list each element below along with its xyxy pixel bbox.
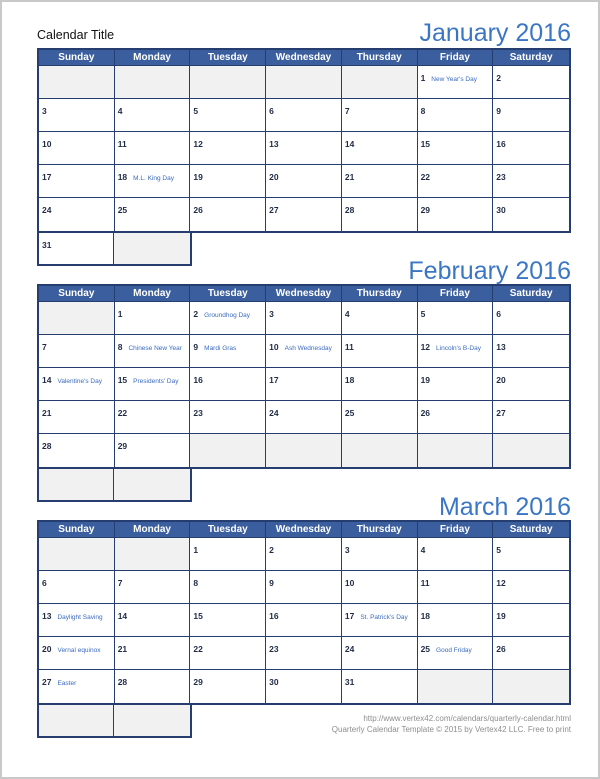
week-row <box>39 538 569 571</box>
day-cell <box>418 198 494 231</box>
day-number: 3 <box>344 545 350 555</box>
empty-cell <box>266 66 342 99</box>
week-row <box>39 99 569 132</box>
day-cell <box>190 368 266 401</box>
day-number: 5 <box>496 545 502 555</box>
footer-copyright: Quarterly Calendar Template © 2015 by Vertex42 LLC. Free to print <box>331 724 571 734</box>
day-number: 30 <box>496 205 506 215</box>
day-number: 22 <box>193 644 203 654</box>
day-cell <box>418 335 494 368</box>
holiday-label: Vernal equinox <box>57 647 101 654</box>
day-number: 19 <box>496 611 506 621</box>
empty-cell <box>114 705 191 738</box>
holiday-label: St. Patrick's Day <box>360 614 408 621</box>
day-number: 20 <box>269 172 279 182</box>
day-number: 29 <box>117 441 128 451</box>
day-number: 17 <box>269 375 279 385</box>
day-cell <box>493 335 569 368</box>
empty-cell <box>39 538 115 571</box>
day-cell <box>342 132 418 165</box>
day-cell <box>190 637 266 670</box>
day-cell <box>342 571 418 604</box>
holiday-label: Groundhog Day <box>204 312 251 319</box>
day-cell <box>115 571 191 604</box>
weekday-header-thursday: Thursday <box>342 522 418 537</box>
weekday-header-tuesday: Tuesday <box>190 50 266 65</box>
day-cell <box>493 165 569 198</box>
week-row <box>39 571 569 604</box>
week-row <box>39 670 569 703</box>
holiday-label: M.L. King Day <box>133 175 174 182</box>
day-cell <box>493 198 569 231</box>
holiday-label: New Year's Day <box>431 76 477 83</box>
day-number: 12 <box>496 578 506 588</box>
day-cell <box>493 132 569 165</box>
day-cell <box>266 571 342 604</box>
empty-cell <box>493 670 569 703</box>
day-cell <box>493 571 569 604</box>
day-cell <box>39 637 115 670</box>
day-number: 13 <box>269 139 279 149</box>
weekday-header-wednesday: Wednesday <box>266 50 342 65</box>
day-number: 26 <box>420 408 431 418</box>
week-row <box>39 335 569 368</box>
calendar-grid-january <box>37 48 571 233</box>
day-cell <box>342 637 418 670</box>
day-number: 9 <box>193 342 199 352</box>
day-cell <box>39 401 115 434</box>
holiday-label: Valentine's Day <box>57 378 102 385</box>
day-cell <box>493 66 569 99</box>
holiday-label: Easter <box>57 680 77 687</box>
day-cell <box>39 434 115 467</box>
day-cell <box>342 401 418 434</box>
day-cell <box>190 670 266 703</box>
day-number: 2 <box>269 545 274 555</box>
day-number: 17 <box>42 172 52 182</box>
day-cell <box>418 302 494 335</box>
day-cell <box>418 165 494 198</box>
day-number: 10 <box>344 578 355 588</box>
week-row <box>39 198 569 231</box>
day-cell <box>493 302 569 335</box>
day-number: 30 <box>269 677 279 687</box>
day-cell <box>115 368 191 401</box>
day-number: 6 <box>269 106 274 116</box>
day-number: 2 <box>193 309 199 319</box>
week-row <box>39 132 569 165</box>
day-number: 26 <box>496 644 506 654</box>
day-number: 10 <box>269 342 279 352</box>
day-number: 8 <box>193 578 199 588</box>
day-number: 13 <box>496 342 506 352</box>
day-cell <box>266 637 342 670</box>
day-cell <box>342 165 418 198</box>
weekday-header-wednesday: Wednesday <box>266 286 342 301</box>
weekday-header-friday: Friday <box>418 286 494 301</box>
day-cell <box>342 368 418 401</box>
day-cell <box>342 538 418 571</box>
weekday-header-tuesday: Tuesday <box>190 286 266 301</box>
day-number: 12 <box>193 139 203 149</box>
day-number: 28 <box>117 677 128 687</box>
day-cell <box>115 401 191 434</box>
day-number: 18 <box>344 375 355 385</box>
empty-cell <box>39 66 115 99</box>
day-number: 8 <box>420 106 426 116</box>
day-number: 20 <box>496 375 506 385</box>
weekday-header-friday: Friday <box>418 50 494 65</box>
day-cell <box>493 99 569 132</box>
day-cell <box>493 637 569 670</box>
weekday-header-saturday: Saturday <box>509 524 553 535</box>
empty-cell <box>190 66 266 99</box>
day-number: 9 <box>496 106 502 116</box>
weekday-header-friday: Friday <box>418 522 494 537</box>
day-number: 28 <box>344 205 355 215</box>
empty-cell <box>39 302 115 335</box>
day-number: 25 <box>420 644 431 654</box>
calendar-title: Calendar Title <box>37 28 115 42</box>
day-cell <box>190 198 266 231</box>
day-cell <box>115 99 191 132</box>
weekday-header-row <box>39 286 569 302</box>
day-number: 10 <box>42 139 52 149</box>
day-cell <box>115 670 191 703</box>
week-row <box>39 368 569 401</box>
day-cell <box>418 368 494 401</box>
day-number: 19 <box>420 375 431 385</box>
day-number: 11 <box>344 342 354 352</box>
day-cell <box>115 302 191 335</box>
day-number: 21 <box>42 408 52 418</box>
footer <box>332 714 571 735</box>
day-cell <box>39 99 115 132</box>
day-number: 27 <box>42 677 52 687</box>
day-cell <box>115 434 191 467</box>
day-number: 24 <box>344 644 355 654</box>
top-band <box>37 12 571 46</box>
day-cell <box>115 604 191 637</box>
day-cell <box>342 335 418 368</box>
week-row <box>39 637 569 670</box>
day-number: 2 <box>496 73 502 83</box>
day-number: 23 <box>496 172 506 182</box>
day-cell <box>39 132 115 165</box>
day-number: 5 <box>193 106 199 116</box>
month-title-january: January 2016 <box>419 19 571 47</box>
day-cell <box>39 368 115 401</box>
empty-cell <box>493 434 569 467</box>
day-cell <box>493 538 569 571</box>
day-cell <box>266 604 342 637</box>
day-cell <box>190 335 266 368</box>
week-row <box>39 66 569 99</box>
day-cell <box>266 401 342 434</box>
day-number: 31 <box>344 677 355 687</box>
day-cell <box>418 538 494 571</box>
day-number: 7 <box>117 578 123 588</box>
empty-cell <box>37 705 114 738</box>
day-cell <box>266 132 342 165</box>
day-number: 4 <box>344 309 350 319</box>
day-number: 26 <box>193 205 203 215</box>
day-number: 15 <box>193 611 203 621</box>
month-january <box>37 48 571 266</box>
day-number: 27 <box>496 408 506 418</box>
week-row <box>39 302 569 335</box>
weekday-header-row <box>39 522 569 538</box>
day-cell <box>418 132 494 165</box>
day-number: 16 <box>269 611 279 621</box>
empty-cell <box>115 538 191 571</box>
day-number: 12 <box>420 342 431 352</box>
day-number: 29 <box>420 205 431 215</box>
weekday-header-sunday: Sunday <box>39 522 115 537</box>
day-cell <box>115 637 191 670</box>
day-number: 25 <box>344 408 355 418</box>
day-number: 6 <box>42 578 47 588</box>
empty-cell <box>190 434 266 467</box>
day-number: 23 <box>193 408 203 418</box>
day-cell <box>39 604 115 637</box>
day-cell <box>493 401 569 434</box>
day-number: 14 <box>344 139 355 149</box>
day-cell <box>190 99 266 132</box>
day-number: 25 <box>117 205 128 215</box>
day-number: 4 <box>420 545 426 555</box>
month-title-march: March 2016 <box>438 493 571 521</box>
day-cell <box>39 571 115 604</box>
holiday-label: Mardi Gras <box>204 345 237 352</box>
weekday-header-saturday: Saturday <box>509 288 553 299</box>
month-title-february: February 2016 <box>408 257 571 285</box>
last-week-cells <box>37 705 192 738</box>
week-row <box>39 434 569 467</box>
day-cell <box>266 165 342 198</box>
weekday-header-sunday: Sunday <box>39 286 115 301</box>
empty-cell <box>266 434 342 467</box>
day-number: 29 <box>193 677 203 687</box>
weekday-header-thursday: Thursday <box>342 50 418 65</box>
day-cell <box>418 99 494 132</box>
day-cell <box>39 670 115 703</box>
day-number: 24 <box>269 408 279 418</box>
week-row <box>39 401 569 434</box>
weekday-header-wednesday: Wednesday <box>266 522 342 537</box>
week-row <box>39 604 569 637</box>
day-number: 31 <box>42 240 52 250</box>
day-cell <box>342 670 418 703</box>
day-number: 1 <box>193 545 199 555</box>
day-number: 4 <box>117 106 123 116</box>
weekday-header-saturday: Saturday <box>509 52 553 63</box>
day-cell <box>190 604 266 637</box>
weekday-header-thursday: Thursday <box>342 286 418 301</box>
day-cell <box>342 302 418 335</box>
day-cell <box>190 571 266 604</box>
calendar-grid-february <box>37 284 571 469</box>
day-number: 22 <box>117 408 128 418</box>
day-cell <box>190 302 266 335</box>
holiday-label: Daylight Saving <box>57 614 103 621</box>
holiday-label: Presidents' Day <box>133 378 179 385</box>
day-cell <box>115 165 191 198</box>
month-february <box>37 284 571 502</box>
day-number: 19 <box>193 172 203 182</box>
day-cell <box>266 198 342 231</box>
day-number: 8 <box>117 342 123 352</box>
day-number: 21 <box>117 644 128 654</box>
footer-url[interactable]: http://www.vertex42.com/calendars/quarterly-calendar.html <box>363 714 571 723</box>
day-number: 21 <box>344 172 355 182</box>
day-number: 27 <box>269 205 279 215</box>
weekday-header-tuesday: Tuesday <box>190 522 266 537</box>
day-cell <box>418 604 494 637</box>
day-cell <box>342 99 418 132</box>
day-cell <box>342 604 418 637</box>
day-number: 15 <box>117 375 128 385</box>
day-cell <box>39 335 115 368</box>
weekday-header-monday: Monday <box>115 50 191 65</box>
day-cell <box>418 401 494 434</box>
day-cell <box>266 368 342 401</box>
day-cell <box>115 132 191 165</box>
day-number: 1 <box>420 73 426 83</box>
day-number: 11 <box>420 578 430 588</box>
day-number: 18 <box>117 172 128 182</box>
day-number: 14 <box>42 375 52 385</box>
day-number: 22 <box>420 172 431 182</box>
weekday-header-sunday: Sunday <box>39 50 115 65</box>
day-number: 16 <box>193 375 203 385</box>
day-number: 3 <box>269 309 274 319</box>
day-number: 11 <box>117 139 127 149</box>
empty-cell <box>115 66 191 99</box>
day-cell <box>39 165 115 198</box>
day-cell <box>115 335 191 368</box>
day-number: 6 <box>496 309 502 319</box>
day-number: 24 <box>42 205 52 215</box>
day-cell <box>190 538 266 571</box>
day-number: 9 <box>269 578 274 588</box>
day-cell <box>115 198 191 231</box>
day-number: 28 <box>42 441 52 451</box>
day-number: 7 <box>42 342 47 352</box>
empty-cell <box>418 434 494 467</box>
day-cell <box>190 165 266 198</box>
day-number: 17 <box>344 611 355 621</box>
day-number: 15 <box>420 139 431 149</box>
day-cell <box>418 66 494 99</box>
empty-cell <box>418 670 494 703</box>
day-cell <box>418 637 494 670</box>
day-cell <box>342 198 418 231</box>
empty-cell <box>342 434 418 467</box>
day-number: 16 <box>496 139 506 149</box>
day-number: 1 <box>117 309 123 319</box>
week-row <box>39 165 569 198</box>
day-cell <box>493 368 569 401</box>
weekday-header-monday: Monday <box>115 522 191 537</box>
day-number: 13 <box>42 611 52 621</box>
weekday-header-row <box>39 50 569 66</box>
day-number: 5 <box>420 309 426 319</box>
weekday-header-monday: Monday <box>115 286 191 301</box>
holiday-label: Lincoln's B-Day <box>436 345 481 352</box>
day-cell <box>190 132 266 165</box>
month-march <box>37 520 571 738</box>
day-cell <box>493 604 569 637</box>
day-number: 14 <box>117 611 128 621</box>
day-cell <box>190 401 266 434</box>
calendar-grid-march <box>37 520 571 705</box>
day-cell <box>266 302 342 335</box>
day-number: 23 <box>269 644 279 654</box>
day-number: 3 <box>42 106 47 116</box>
empty-cell <box>342 66 418 99</box>
day-cell <box>39 198 115 231</box>
holiday-label: Chinese New Year <box>128 345 182 352</box>
day-number: 7 <box>344 106 350 116</box>
day-cell <box>266 335 342 368</box>
day-number: 18 <box>420 611 431 621</box>
holiday-label: Good Friday <box>436 647 472 654</box>
day-cell <box>266 99 342 132</box>
day-cell <box>266 670 342 703</box>
holiday-label: Ash Wednesday <box>284 345 332 352</box>
day-cell <box>266 538 342 571</box>
day-cell <box>418 571 494 604</box>
day-number: 20 <box>42 644 52 654</box>
